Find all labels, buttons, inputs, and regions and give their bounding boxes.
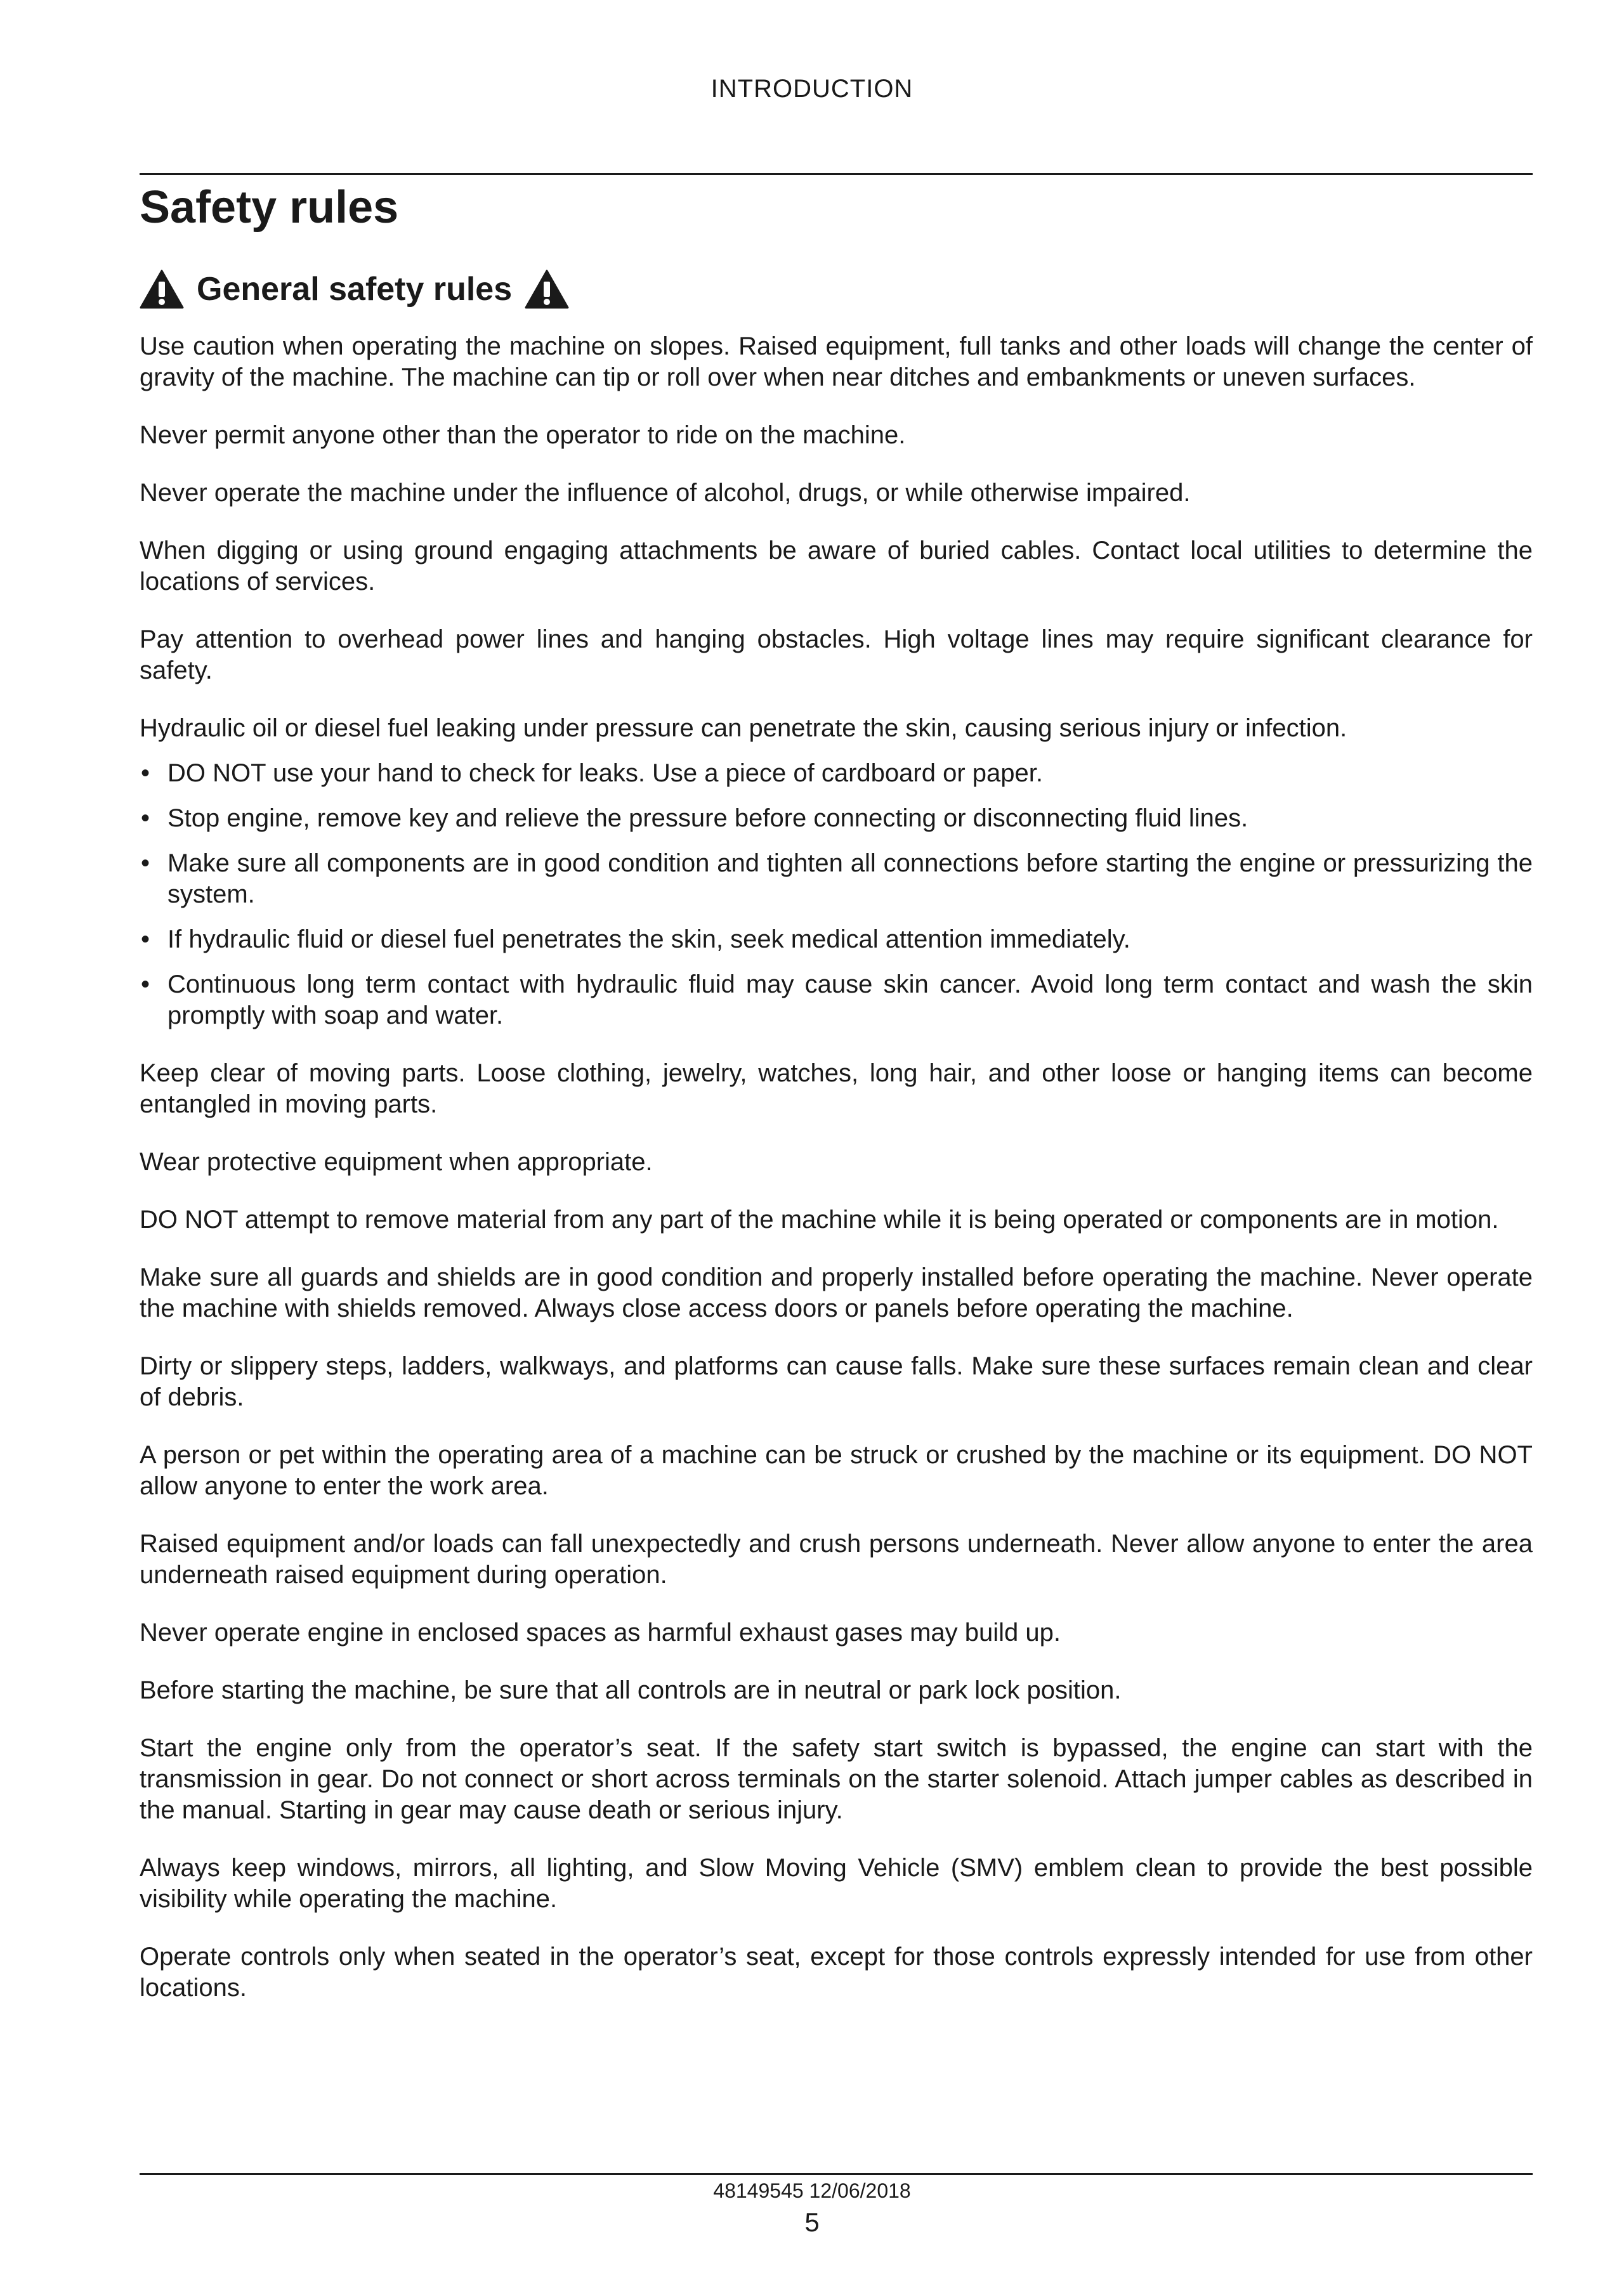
paragraph: DO NOT attempt to remove material from any part of the machine while it is being operated or components are in motion. [140, 1206, 1499, 1234]
footer-rule [140, 2173, 1533, 2175]
paragraph: Pay attention to overhead power lines and hanging obstacles. High voltage lines may require significant clearance for safety. [140, 625, 1533, 684]
paragraph: Dirty or slippery steps, ladders, walkways, and platforms can cause falls. Make sure these surfaces remain clean and clear of debris. [140, 1352, 1533, 1411]
paragraph: Start the engine only from the operator’s seat. If the safety start switch is bypassed, the engine can start with the transmission in gear. Do not connect or short across terminals on the starter solenoid. Attach jumper cables as described in the manual. Starting in gear may cause death or serious injury. [140, 1734, 1533, 1824]
bullet-icon: • [141, 759, 150, 787]
page-title: Safety rules [140, 182, 399, 233]
paragraph: Before starting the machine, be sure that all controls are in neutral or park lock position. [140, 1676, 1122, 1704]
list-item-text: If hydraulic fluid or diesel fuel penetrates the skin, seek medical attention immediately. [167, 925, 1130, 953]
paragraph: Raised equipment and/or loads can fall unexpectedly and crush persons underneath. Never allow anyone to enter the area underneath raised equipment during operation. [140, 1530, 1533, 1589]
list-item [140, 969, 1533, 1031]
list-item [140, 924, 1533, 955]
header-rule [140, 173, 1533, 175]
paragraph: Never permit anyone other than the operator to ride on the machine. [140, 421, 906, 449]
section-heading [140, 266, 1533, 312]
paragraph: Wear protective equipment when appropriate. [140, 1148, 653, 1176]
list-item-text: Make sure all components are in good condition and tighten all connections before starting the engine or pressurizing the system. [167, 849, 1533, 908]
paragraph: When digging or using ground engaging attachments be aware of buried cables. Contact local utilities to determine the locations of services. [140, 537, 1533, 596]
paragraph: Hydraulic oil or diesel fuel leaking under pressure can penetrate the skin, causing serious injury or infection. [140, 714, 1347, 742]
paragraph: Use caution when operating the machine on slopes. Raised equipment, full tanks and other loads will change the center of gravity of the machine. The machine can tip or roll over when near ditches and embankments or uneven surfaces. [140, 332, 1533, 391]
document-body [140, 179, 1533, 2030]
bullet-icon: • [141, 970, 150, 998]
paragraph: Never operate engine in enclosed spaces as harmful exhaust gases may build up. [140, 1619, 1061, 1647]
list-item [140, 848, 1533, 910]
bullet-icon: • [141, 804, 150, 832]
bullet-list [140, 758, 1533, 1031]
paragraph: A person or pet within the operating area of a machine can be struck or crushed by the machine or its equipment. DO NOT allow anyone to enter the work area. [140, 1441, 1533, 1500]
section-heading-text: General safety rules [197, 271, 513, 308]
list-item-text: Continuous long term contact with hydraulic fluid may cause skin cancer. Avoid long term contact and wash the skin promptly with soap and water. [167, 970, 1533, 1029]
paragraph: Keep clear of moving parts. Loose clothing, jewelry, watches, long hair, and other loose or hanging items can become entangled in moving parts. [140, 1059, 1533, 1118]
list-item-text: DO NOT use your hand to check for leaks. Use a piece of cardboard or paper. [167, 759, 1043, 787]
list-item [140, 803, 1533, 834]
bullet-icon: • [141, 849, 150, 877]
warning-triangle-icon [525, 270, 569, 309]
paragraph: Make sure all guards and shields are in good condition and properly installed before operating the machine. Never operate the machine with shields removed. Always close access doors or panels before operating the machine. [140, 1263, 1533, 1322]
bullet-icon: • [141, 925, 150, 953]
list-item-text: Stop engine, remove key and relieve the pressure before connecting or disconnecting fluid lines. [167, 804, 1248, 832]
paragraph: Never operate the machine under the influence of alcohol, drugs, or while otherwise impaired. [140, 479, 1191, 507]
paragraph: Operate controls only when seated in the operator’s seat, except for those controls expressly intended for use from other locations. [140, 1943, 1533, 2002]
page-number: 5 [804, 2207, 820, 2237]
page-header: INTRODUCTION [710, 75, 914, 103]
list-item [140, 758, 1533, 789]
paragraph: Always keep windows, mirrors, all lighting, and Slow Moving Vehicle (SMV) emblem clean to provide the best possible visibility while operating the machine. [140, 1854, 1533, 1913]
warning-triangle-icon [140, 270, 184, 309]
footer-doc-reference: 48149545 12/06/2018 [713, 2179, 911, 2202]
